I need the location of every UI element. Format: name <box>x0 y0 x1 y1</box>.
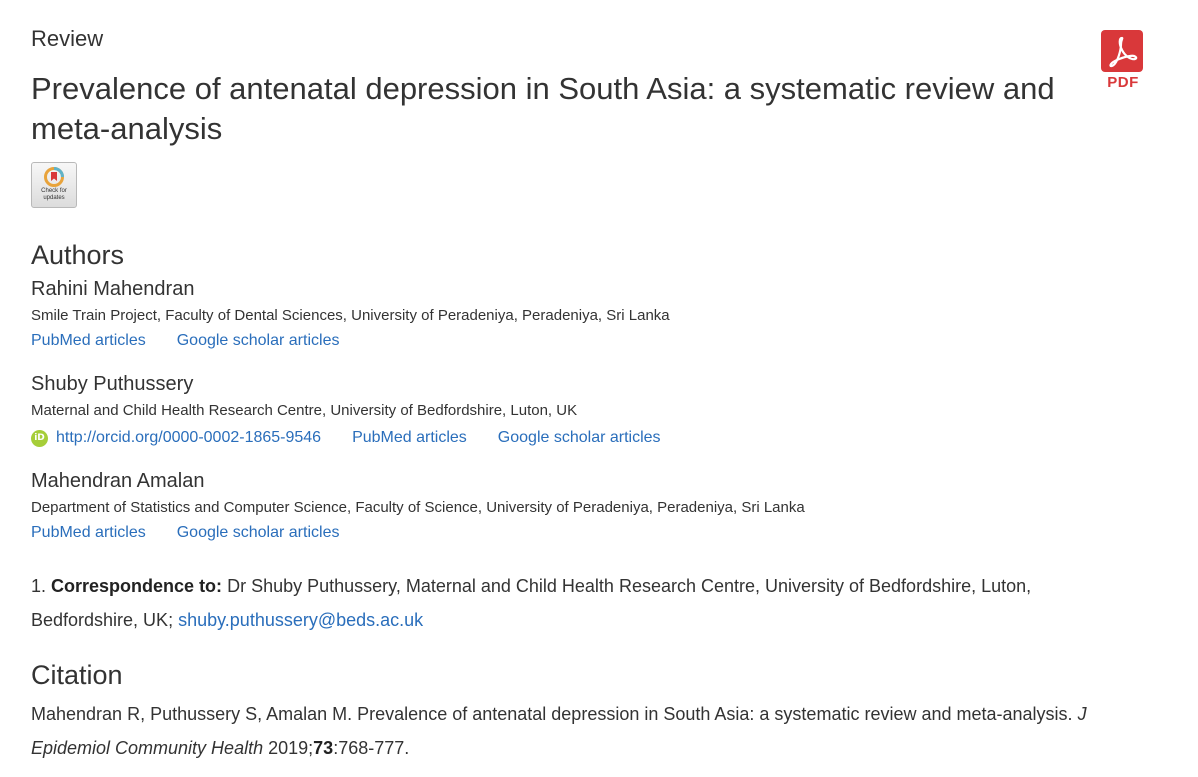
citation-text <box>31 697 1151 765</box>
citation-volume: 73 <box>313 738 334 758</box>
correspondence <box>31 569 1141 637</box>
author-links <box>31 332 370 350</box>
author-affiliation: Department of Statistics and Computer Science, Faculty of Science, University of Peradeniya, Peradeniya, Sri Lanka <box>31 499 805 516</box>
pdf-download-link[interactable] <box>1101 30 1145 96</box>
author-affiliation: Maternal and Child Health Research Centre, University of Bedfordshire, Luton, UK <box>31 402 578 419</box>
author-name: Rahini Mahendran <box>31 278 195 300</box>
author-name: Mahendran Amalan <box>31 470 205 492</box>
crossmark-label-line2: updates <box>43 195 65 201</box>
check-for-updates-button[interactable] <box>31 162 77 208</box>
pdf-label: PDF <box>1107 74 1139 91</box>
correspondence-email-link[interactable]: shuby.puthussery@beds.ac.uk <box>178 610 424 630</box>
orcid-link[interactable]: http://orcid.org/0000-0002-1865-9546 <box>56 429 322 446</box>
author-affiliation: Smile Train Project, Faculty of Dental Sciences, University of Peradeniya, Peradeniya, Sri Lanka <box>31 307 670 324</box>
citation-authors-title: Mahendran R, Puthussery S, Amalan M. Prevalence of antenatal depression in South Asia: a systematic review and meta-analysis. <box>31 704 1073 724</box>
orcid-icon: iD <box>31 430 48 447</box>
author-links <box>31 524 370 542</box>
citation-journal: J Epidemiol Community Health <box>31 704 1087 758</box>
google-scholar-articles-link[interactable]: Google scholar articles <box>176 524 340 541</box>
google-scholar-articles-link[interactable]: Google scholar articles <box>176 332 340 349</box>
authors-heading: Authors <box>31 240 125 270</box>
pubmed-articles-link[interactable]: PubMed articles <box>352 429 467 446</box>
article-type: Review <box>31 26 104 51</box>
author-links <box>31 429 692 447</box>
citation-heading: Citation <box>31 660 123 690</box>
correspondence-text: Dr Shuby Puthussery, Maternal and Child Health Research Centre, University of Bedfordshire, Luton, Bedfordshire, UK; <box>31 576 1032 630</box>
author-name: Shuby Puthussery <box>31 373 194 395</box>
google-scholar-articles-link[interactable]: Google scholar articles <box>497 429 661 446</box>
pdf-icon <box>1101 30 1143 72</box>
pubmed-articles-link[interactable]: PubMed articles <box>31 524 146 541</box>
crossmark-icon <box>44 167 64 187</box>
citation-year: 2019; <box>268 738 314 758</box>
correspondence-number: 1. <box>31 576 47 596</box>
citation-pages: :768-777. <box>333 738 410 758</box>
article-title: Prevalence of antenatal depression in South Asia: a systematic review and meta-analysis <box>31 71 1055 146</box>
crossmark-label-line1: Check for <box>41 188 67 194</box>
pubmed-articles-link[interactable]: PubMed articles <box>31 332 146 349</box>
correspondence-label: Correspondence to: <box>51 576 223 596</box>
